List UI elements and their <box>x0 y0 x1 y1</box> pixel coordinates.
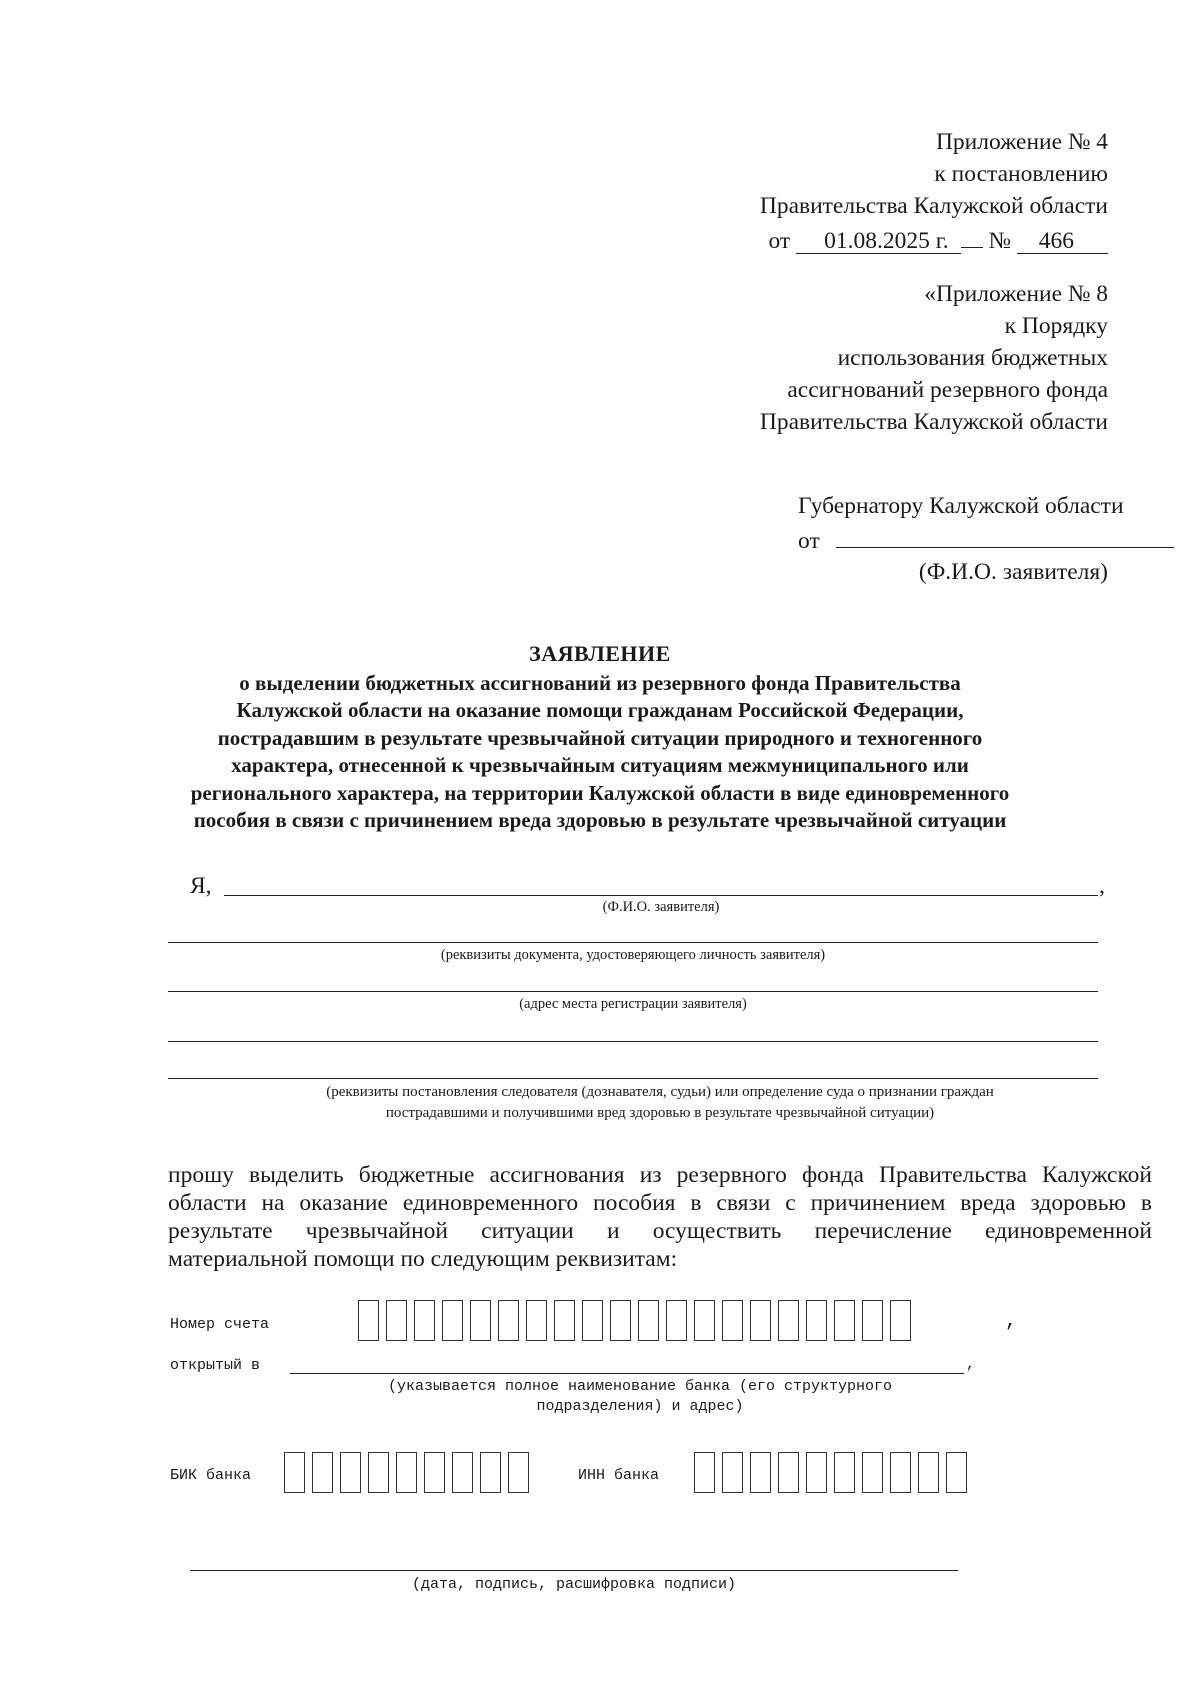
account-number-comma: , <box>1005 1310 1018 1333</box>
account-digit-box[interactable] <box>834 1300 855 1341</box>
title-line: пособия в связи с причинением вреда здоровью в результате чрезвычайной ситуации <box>193 808 1007 832</box>
bik-label: БИК банка <box>170 1467 252 1484</box>
annex-4-number: 466 <box>1017 228 1108 254</box>
bik-digit-box[interactable] <box>340 1452 361 1493</box>
annex-4-title: Приложение № 4 <box>935 129 1108 155</box>
inn-digit-box[interactable] <box>750 1452 771 1493</box>
bank-name-caption-2: подразделения) и адрес) <box>536 1398 744 1415</box>
bik-digit-box[interactable] <box>396 1452 417 1493</box>
identity-document-field[interactable] <box>168 942 1098 943</box>
addressee-governor: Губернатору Калужской области <box>798 493 1124 519</box>
inn-digit-box[interactable] <box>834 1452 855 1493</box>
account-digit-box[interactable] <box>862 1300 883 1341</box>
inn-digit-box[interactable] <box>946 1452 967 1493</box>
addressee-from-prefix: от <box>798 528 820 554</box>
inn-digit-box[interactable] <box>918 1452 939 1493</box>
account-digit-box[interactable] <box>610 1300 631 1341</box>
bik-digit-box[interactable] <box>452 1452 473 1493</box>
addressee-from-line <box>798 522 1174 557</box>
account-digit-box[interactable] <box>414 1300 435 1341</box>
request-line: результате чрезвычайной ситуации и осуществить перечисление единовременной <box>168 1218 1152 1244</box>
annex-8-to-order: к Порядку <box>1004 313 1108 339</box>
decree-field-line-1[interactable] <box>168 1041 1098 1042</box>
bank-name-field[interactable] <box>290 1373 964 1374</box>
annex-8-allocations: ассигнований резервного фонда <box>787 377 1108 403</box>
account-digit-box[interactable] <box>470 1300 491 1341</box>
bank-name-caption-1: (указывается полное наименование банка (его структурного <box>387 1378 893 1395</box>
request-line: области на оказание единовременного пособия в связи с причинением вреда здоровью в <box>168 1190 1152 1216</box>
bik-digit-box[interactable] <box>312 1452 333 1493</box>
decree-field-line-2[interactable] <box>168 1078 1098 1079</box>
account-number-boxes[interactable] <box>358 1300 918 1341</box>
request-line: материальной помощи по следующим реквизитам: <box>168 1246 678 1272</box>
title-line: Калужской области на оказание помощи гражданам Российской Федерации, <box>236 698 964 722</box>
annex-4-date: 01.08.2025 г. <box>796 228 961 254</box>
applicant-fio-field[interactable] <box>224 895 1098 896</box>
bik-digit-box[interactable] <box>480 1452 501 1493</box>
inn-digit-box[interactable] <box>694 1452 715 1493</box>
account-digit-box[interactable] <box>386 1300 407 1341</box>
account-digit-box[interactable] <box>750 1300 771 1341</box>
account-number-label: Номер счета <box>170 1316 270 1333</box>
account-digit-box[interactable] <box>358 1300 379 1341</box>
inn-digit-box[interactable] <box>722 1452 743 1493</box>
annex-4-to-decree: к постановлению <box>934 161 1108 187</box>
account-digit-box[interactable] <box>778 1300 799 1341</box>
account-digit-box[interactable] <box>694 1300 715 1341</box>
title-line: пострадавшим в результате чрезвычайной ситуации природного и техногенного <box>217 725 983 750</box>
account-digit-box[interactable] <box>498 1300 519 1341</box>
account-digit-box[interactable] <box>526 1300 547 1341</box>
annex-4-date-tail <box>961 222 983 248</box>
signature-field[interactable] <box>190 1570 958 1571</box>
request-paragraph <box>168 1161 1152 1273</box>
bik-digit-box[interactable] <box>424 1452 445 1493</box>
identity-document-caption: (реквизиты документа, удостоверяющего личность заявителя) <box>440 947 826 963</box>
addressee-fio-caption-text: (Ф.И.О. заявителя) <box>918 559 1108 585</box>
registration-address-field[interactable] <box>168 991 1098 992</box>
annex-4-from-prefix: от <box>768 228 791 254</box>
addressee-fio-field[interactable] <box>836 522 1174 548</box>
addressee-block <box>798 490 1174 557</box>
title-line: регионального характера, на территории Калужской области в виде единовременного <box>190 780 1010 805</box>
annex-4-block <box>760 126 1108 257</box>
bik-digit-box[interactable] <box>284 1452 305 1493</box>
account-digit-box[interactable] <box>442 1300 463 1341</box>
addressee-fio-caption <box>919 556 1108 588</box>
inn-boxes[interactable] <box>694 1452 974 1493</box>
account-digit-box[interactable] <box>582 1300 603 1341</box>
applicant-fio-caption: (Ф.И.О. заявителя) <box>602 899 720 915</box>
annex-4-number-sign: № <box>988 228 1011 254</box>
annex-4-government: Правительства Калужской области <box>759 193 1108 219</box>
account-digit-box[interactable] <box>638 1300 659 1341</box>
title-line: о выделении бюджетных ассигнований из резервного фонда Правительства <box>239 670 961 695</box>
decree-caption-1: (реквизиты постановления следователя (дознавателя, судьи) или определение суда о признании граждан <box>326 1084 994 1100</box>
account-digit-box[interactable] <box>806 1300 827 1341</box>
bik-boxes[interactable] <box>284 1452 536 1493</box>
opened-in-label: открытый в <box>170 1357 261 1374</box>
bik-digit-box[interactable] <box>508 1452 529 1493</box>
inn-label: ИНН банка <box>578 1467 660 1484</box>
title-line: характера, отнесенной к чрезвычайным ситуациям межмуниципального или <box>231 753 969 777</box>
inn-digit-box[interactable] <box>890 1452 911 1493</box>
registration-address-caption: (адрес места регистрации заявителя) <box>519 996 747 1012</box>
decree-caption-2: пострадавшими и получившими вред здоровью в результате чрезвычайной ситуации) <box>385 1105 935 1121</box>
annex-8-block <box>760 278 1108 438</box>
form-i-prefix: Я, <box>190 873 212 899</box>
account-digit-box[interactable] <box>722 1300 743 1341</box>
opened-in-comma: , <box>966 1356 976 1373</box>
signature-caption: (дата, подпись, расшифровка подписи) <box>411 1576 737 1593</box>
application-title <box>0 640 1200 835</box>
annex-4-date-line <box>760 222 1108 257</box>
account-digit-box[interactable] <box>666 1300 687 1341</box>
account-digit-box[interactable] <box>554 1300 575 1341</box>
annex-8-usage: использования бюджетных <box>837 345 1108 371</box>
account-digit-box[interactable] <box>890 1300 911 1341</box>
inn-digit-box[interactable] <box>778 1452 799 1493</box>
inn-digit-box[interactable] <box>806 1452 827 1493</box>
annex-8-government: Правительства Калужской области <box>759 409 1108 435</box>
annex-8-title: «Приложение № 8 <box>924 281 1108 307</box>
request-line: прошу выделить бюджетные ассигнования из резервного фонда Правительства Калужской <box>168 1162 1152 1188</box>
bik-digit-box[interactable] <box>368 1452 389 1493</box>
application-heading: ЗАЯВЛЕНИЕ <box>529 641 671 666</box>
inn-digit-box[interactable] <box>862 1452 883 1493</box>
form-comma: , <box>1099 873 1105 899</box>
